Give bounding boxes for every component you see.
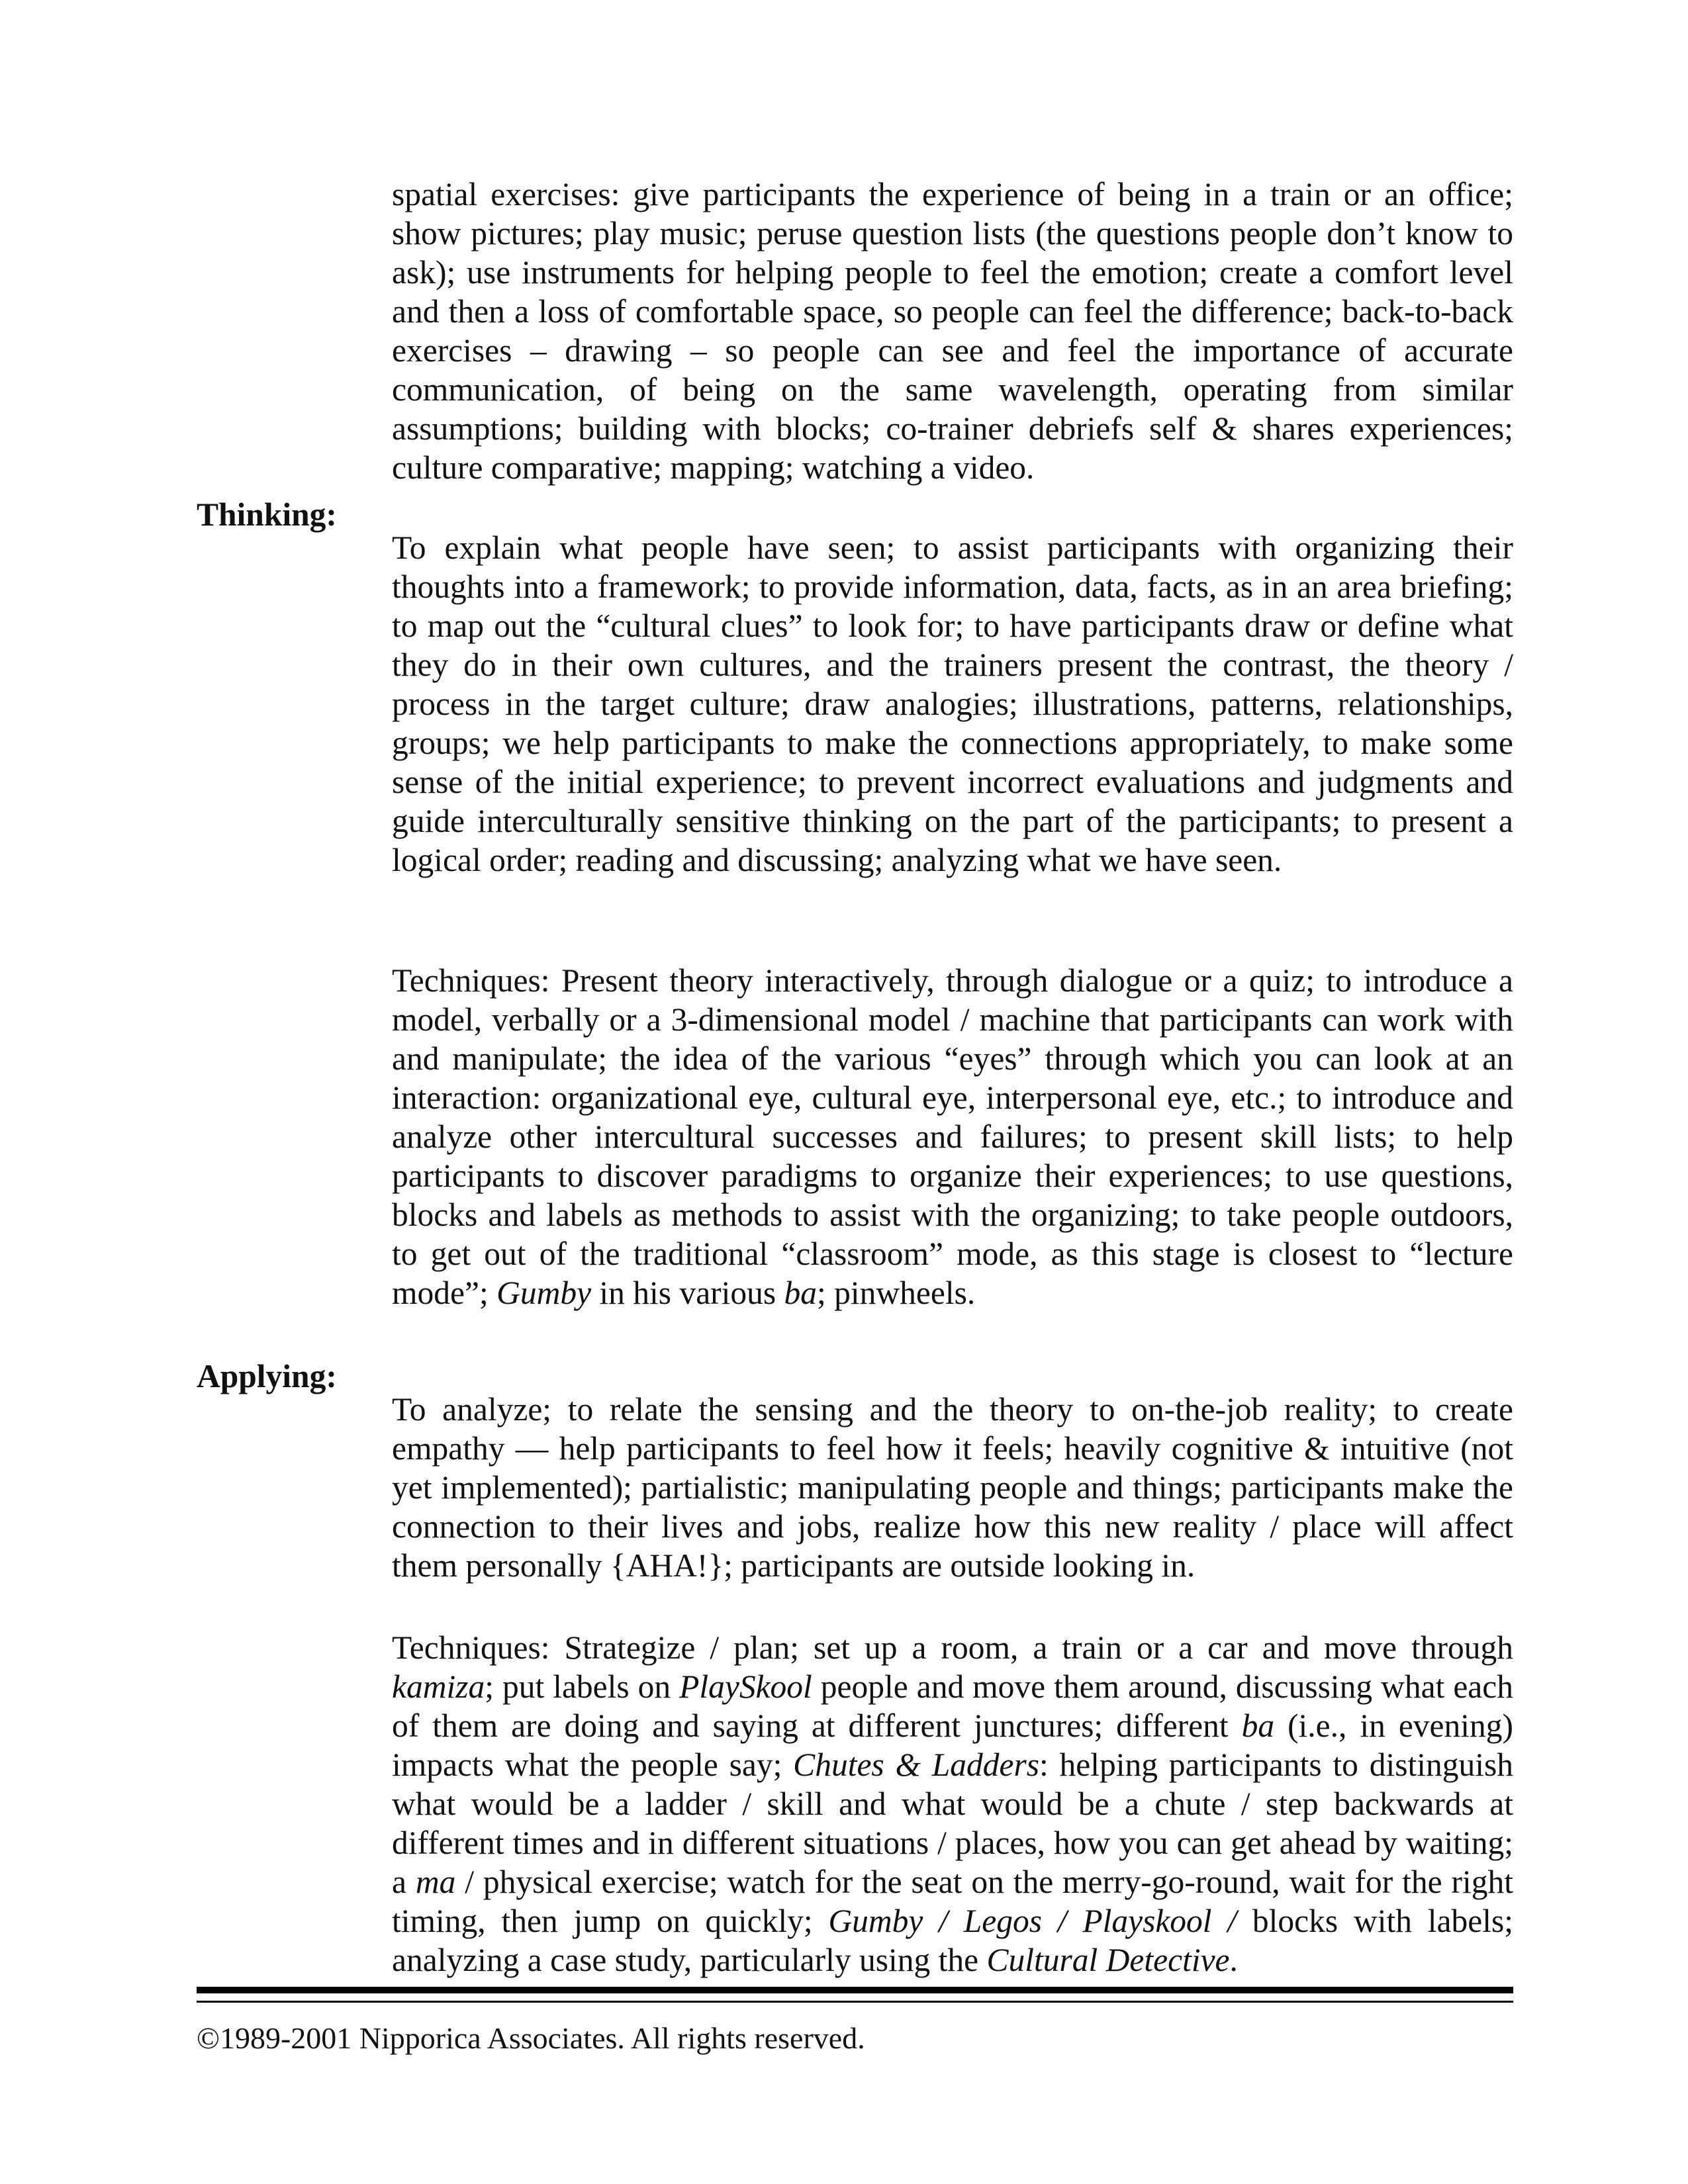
text-run: ; pinwheels. — [817, 1274, 976, 1311]
intro-paragraph: spatial exercises: give participants the experience of being in a train or an office; show pictures; play music; peruse question lists (the questions people don’t know to ask); use instruments for helping people to feel the emotion; create a comfort level and then a loss of comfortable space, so people can feel the difference; back-to-back exercises – drawing – so people can see and feel the importance of accurate communication, of being on the same wavelength, operating from similar assumptions; building with blocks; co-trainer debriefs self & shares experiences; culture comparative; mapping; watching a video. — [392, 175, 1513, 486]
italic-run: kamiza — [392, 1668, 485, 1705]
text-run: Techniques: Present theory interactively, through dialogue or a quiz; to introduce a model, verbally or a 3-dimensional model / machine that participants can work with and manipulate; the idea of the various “eyes” through which you can look at an interaction: organizational eye, cultural eye, interpersonal eye, etc.; to introduce and analyze other intercultural successes and failures; to present skill lists; to help participants to discover paradigms to organize their experiences; to use questions, blocks and labels as methods to assist with the organizing; to take people outdoors, to get out of the traditional “classroom” mode, as this stage is closest to “lecture mode”; — [392, 962, 1513, 1311]
text-run: blocks with labels; analyzing a case study, particularly using the — [392, 1902, 1514, 1978]
italic-run: Gumby / Legos / Playskool / — [828, 1902, 1237, 1939]
italic-run: PlaySkool — [679, 1668, 812, 1705]
text-run: . — [1229, 1941, 1238, 1978]
text-run: / physical exercise; watch for the seat on the merry-go-round, wait for the right timing, then jump on quickly; — [392, 1863, 1513, 1939]
text-run: Techniques: Strategize / plan; set up a room, a train or a car and move through — [392, 1629, 1513, 1666]
thinking-paragraph: To explain what people have seen; to assist participants with organizing their thoughts into a framework; to provide information, data, facts, as in an area briefing; to map out the “cultural clues” to look for; to have participants draw or define what they do in their own cultures, and the trainers present the contrast, the theory / process in the target culture; draw analogies; illustrations, patterns, relationships, groups; we help participants to make the connections appropriately, to make some sense of the initial experience; to prevent incorrect evaluations and judgments and guide interculturally sensitive thinking on the part of the participants; to present a logical order; reading and discussing; analyzing what we have seen. — [392, 529, 1513, 878]
applying-label: Applying: — [197, 1358, 337, 1394]
applying-paragraph: To analyze; to relate the sensing and the theory to on-the-job reality; to create empathy — help participants to feel how it feels; heavily cognitive & intuitive (not yet implemented); partialistic; manipulating people and things; participants make the connection to their lives and jobs, realize how this new reality / place will affect them personally {AHA!}; participants are outside looking in. — [392, 1390, 1513, 1584]
footer-rule-thin — [197, 2001, 1513, 2003]
italic-run: Gumby — [496, 1274, 592, 1311]
italic-run: Cultural Detective — [986, 1941, 1230, 1978]
thinking-label: Thinking: — [197, 496, 337, 533]
text-run: ; put labels on — [485, 1668, 680, 1705]
copyright-footer: ©1989-2001 Nipporica Associates. All rights reserved. — [197, 2021, 865, 2055]
thinking-techniques-paragraph — [392, 961, 1513, 1312]
text-run: people and move them around, discussing what each of them are doing and saying at different junctures; different — [392, 1668, 1513, 1744]
italic-run: ma — [415, 1863, 456, 1900]
footer-rule-thick — [197, 1987, 1513, 1993]
italic-run: ba — [1241, 1707, 1275, 1744]
italic-run: ba — [784, 1274, 818, 1311]
italic-run: Chutes & Ladders — [793, 1746, 1039, 1783]
text-run: : helping participants to distinguish what would be a ladder / skill and what would be a chute / step backwards at different times and in different situations / places, how you can get ahead by waiting; a — [392, 1746, 1513, 1900]
applying-techniques-paragraph — [392, 1628, 1513, 1979]
text-run: (i.e., in evening) impacts what the people say; — [392, 1707, 1513, 1783]
text-run: in his various — [591, 1274, 784, 1311]
